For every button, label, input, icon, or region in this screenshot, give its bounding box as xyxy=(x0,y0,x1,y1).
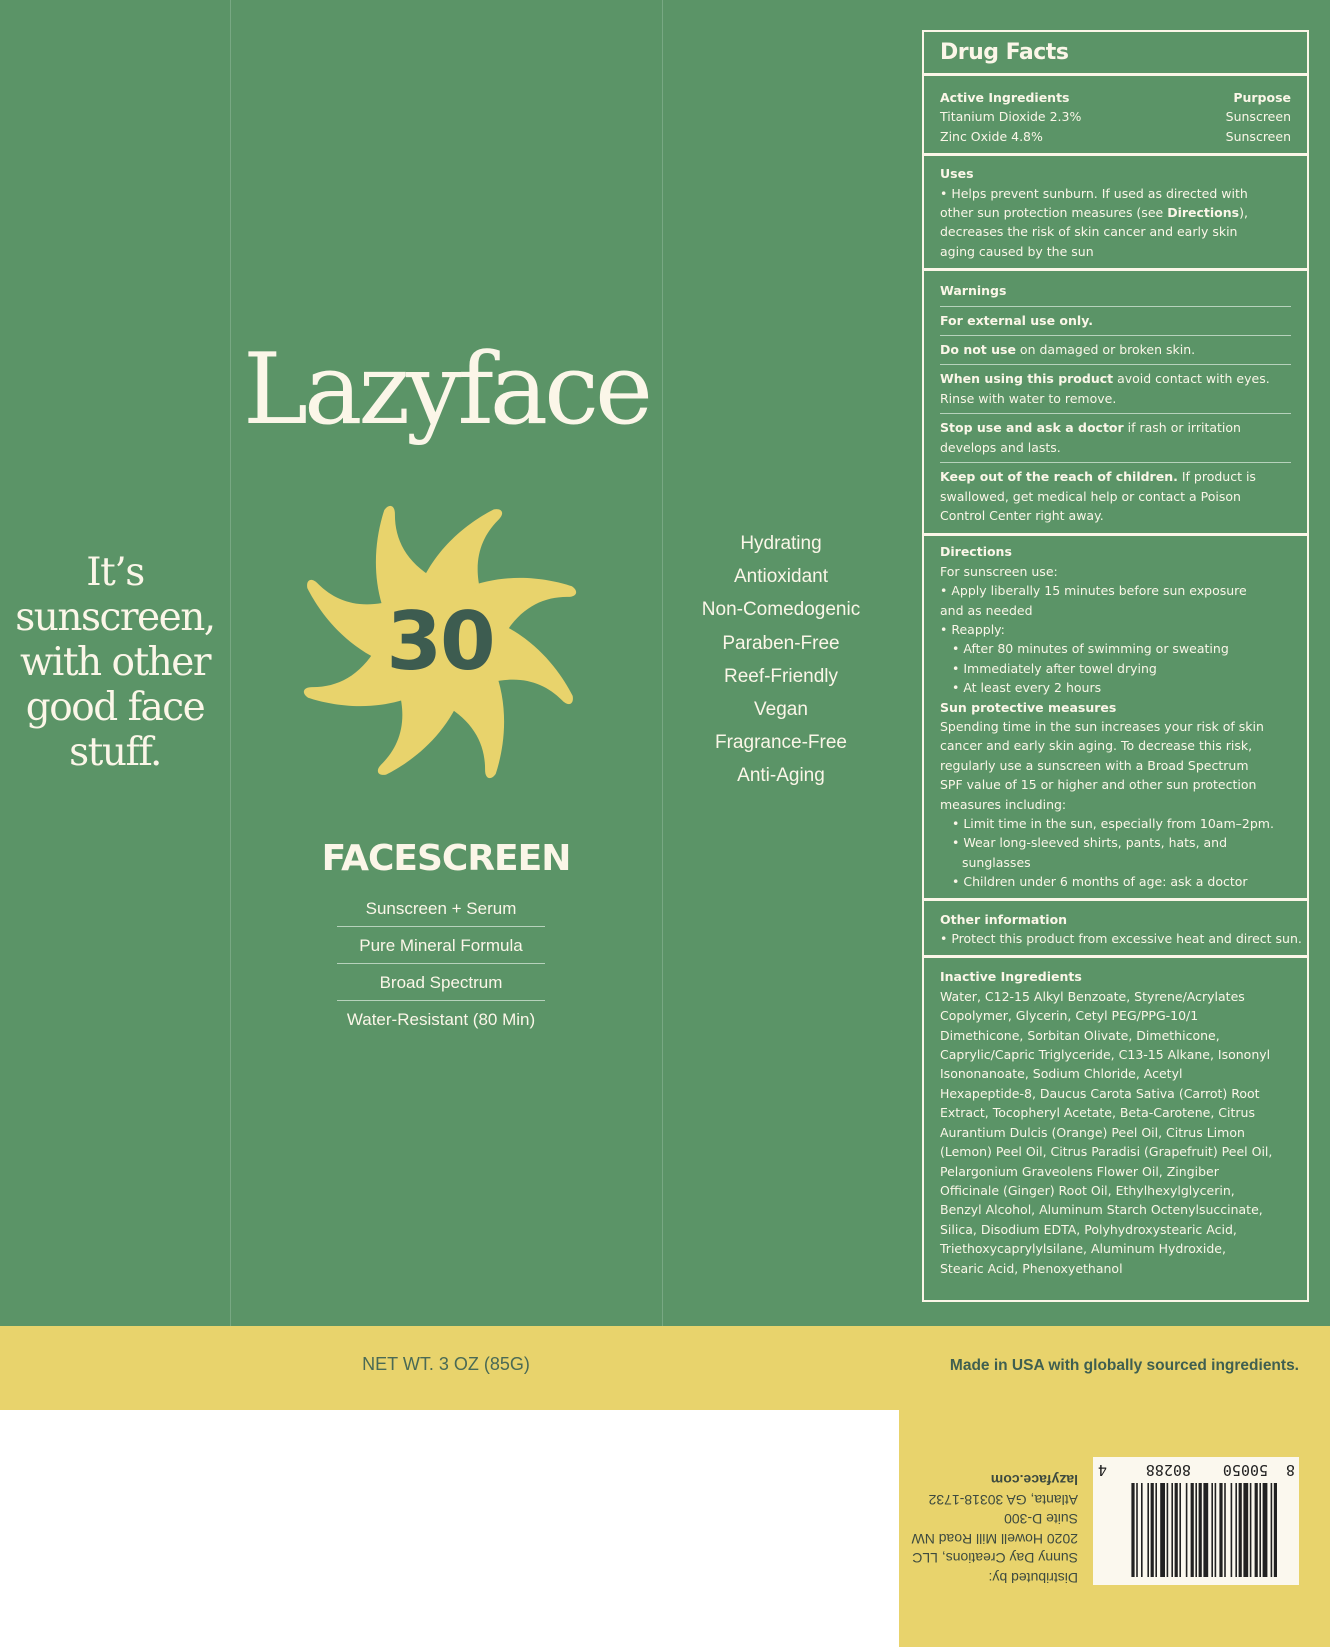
barcode-bar xyxy=(1211,1483,1213,1577)
sun-measure-item: sunglasses xyxy=(962,854,1031,870)
sun-text-line: cancer and early skin aging. To decrease this risk, xyxy=(940,738,1253,754)
directions-section xyxy=(924,536,1307,900)
distributor-city: Atlanta, GA 30318-1732 xyxy=(928,1492,1078,1508)
drug-facts-panel xyxy=(922,30,1309,1302)
claims-list xyxy=(662,527,900,793)
made-in-usa: Made in USA with globally sourced ingredients. xyxy=(949,1357,1299,1374)
claim-item: Non-Comedogenic xyxy=(701,599,861,621)
feature-item: Broad Spectrum xyxy=(337,964,545,1001)
barcode-digit: 8 xyxy=(1285,1461,1295,1479)
barcode-digit-group: 50050 xyxy=(1222,1461,1268,1479)
sun-text-line: regularly use a sunscreen with a Broad Spectrum xyxy=(940,757,1249,773)
barcode-digit-group: 80288 xyxy=(1145,1461,1191,1479)
sun-text-line: Spending time in the sun increases your risk of skin xyxy=(940,718,1264,734)
inactive-line: Triethoxycaprylylsilane, Aluminum Hydroxide, xyxy=(940,1241,1226,1257)
claim-item: Hydrating xyxy=(740,533,822,554)
distributor-company: Sunny Day Creations, LLC xyxy=(912,1550,1078,1567)
inactive-line: (Lemon) Peel Oil, Citrus Paradisi (Grapefruit) Peel Oil, xyxy=(940,1144,1273,1160)
uses-heading: Uses xyxy=(940,166,974,182)
inactive-line: Aurantium Dulcis (Orange) Peel Oil, Citrus Limon xyxy=(940,1124,1245,1140)
inactive-line: Isononanoate, Sodium Chloride, Acetyl xyxy=(940,1066,1183,1082)
feature-item: Water-Resistant (80 Min) xyxy=(346,1010,536,1029)
sun-text-line: measures including: xyxy=(940,796,1067,812)
inactive-ingredients-section xyxy=(924,958,1307,1278)
active-ingredient-purpose: Sunscreen xyxy=(1225,109,1291,125)
sun-measure-item: • Children under 6 months of age: ask a doctor xyxy=(952,874,1248,890)
claim-item: Fragrance-Free xyxy=(715,732,847,754)
warning-when-using: When using this product avoid contact with eyes. Rinse with water to remove. xyxy=(940,365,1291,414)
drug-facts-title: Drug Facts xyxy=(924,32,1307,76)
claim-item: Antioxidant xyxy=(733,566,828,588)
product-name: FACESCREEN xyxy=(321,838,571,879)
purpose-heading: Purpose xyxy=(1233,90,1291,105)
reapply-item: • Immediately after towel drying xyxy=(952,660,1157,676)
inactive-line: Officinale (Ginger) Root Oil, Ethylhexylglycerin, xyxy=(940,1182,1235,1198)
tagline xyxy=(0,550,230,775)
inactive-line: Stearic Acid, Phenoxyethanol xyxy=(940,1260,1123,1276)
barcode-bar xyxy=(1151,1483,1154,1577)
barcode-bar xyxy=(1141,1483,1143,1577)
inactive-line: Pelargonium Graveolens Flower Oil, Zingiber xyxy=(940,1163,1219,1179)
barcode-bar xyxy=(1147,1483,1149,1577)
inactive-line: Copolymer, Glycerin, Cetyl PEG/PPG-10/1 xyxy=(940,1008,1199,1024)
inactive-ingredients-heading: Inactive Ingredients xyxy=(940,969,1082,985)
inactive-line: Extract, Tocopheryl Acetate, Beta-Carotene, Citrus xyxy=(940,1105,1255,1121)
barcode-bar xyxy=(1263,1483,1268,1577)
website-link[interactable]: lazyface.com xyxy=(990,1472,1078,1489)
sun-text-line: SPF value of 15 or higher and other sun protection xyxy=(940,777,1257,793)
other-information-section xyxy=(924,901,1307,959)
warning-stop-use: Stop use and ask a doctor if rash or irritation develops and lasts. xyxy=(940,414,1291,463)
uses-line: • Helps prevent sunburn. If used as directed with xyxy=(940,185,1248,201)
feature-item: Pure Mineral Formula xyxy=(337,927,545,964)
sun-icon xyxy=(290,492,590,792)
barcode-bar xyxy=(1136,1483,1138,1577)
barcode-bar xyxy=(1160,1483,1165,1577)
uses-line: other sun protection measures (see Directions), xyxy=(940,205,1248,221)
warning-do-not-use: Do not use on damaged or broken skin. xyxy=(940,336,1291,365)
active-ingredients-heading: Active Ingredients xyxy=(940,90,1070,105)
distributor-suite: Suite D-300 xyxy=(1004,1511,1078,1528)
inactive-line: Silica, Disodium EDTA, Polyhydroxystearic Acid, xyxy=(940,1221,1237,1237)
barcode-bar xyxy=(1155,1483,1157,1577)
spf-value: 30 xyxy=(386,595,494,688)
reapply-item: • At least every 2 hours xyxy=(952,680,1102,696)
inactive-line: Hexapeptide-8, Daucus Carota Sativa (Carrot) Root xyxy=(940,1085,1260,1101)
sun-measure-item: • Wear long-sleeved shirts, pants, hats, and xyxy=(952,835,1228,851)
barcode-bar xyxy=(1179,1483,1181,1577)
tagline-line: good face xyxy=(25,685,205,730)
claim-item: Anti-Aging xyxy=(737,765,825,787)
barcode-bar xyxy=(1131,1483,1134,1577)
barcode-bar xyxy=(1259,1483,1261,1577)
barcode-bar xyxy=(1195,1483,1197,1577)
inactive-line: Dimethicone, Sorbitan Olivate, Dimethicone, xyxy=(940,1027,1220,1043)
barcode xyxy=(1093,1457,1299,1585)
barcode-bar xyxy=(1215,1483,1217,1577)
barcode-bar xyxy=(1167,1483,1169,1577)
uses-section xyxy=(924,156,1307,271)
panel-fold-line xyxy=(230,0,231,1326)
distributor-info xyxy=(911,1470,1078,1587)
distributor-street: 2020 Howell Mill Road NW xyxy=(911,1531,1078,1547)
tagline-line: with other xyxy=(19,640,211,685)
directions-line: For sunscreen use: xyxy=(940,563,1058,579)
barcode-digit: 4 xyxy=(1097,1461,1107,1479)
barcode-bar xyxy=(1243,1483,1248,1577)
claim-item: Vegan xyxy=(754,698,808,720)
barcode-bar xyxy=(1219,1483,1222,1577)
tagline-line: It’s xyxy=(86,550,144,595)
net-weight: NET WT. 3 OZ (85G) xyxy=(362,1354,530,1374)
directions-line: • Reapply: xyxy=(940,621,1005,637)
claim-item: Paraben-Free xyxy=(722,632,840,654)
other-information-heading: Other information xyxy=(940,911,1068,927)
tagline-line: sunscreen, xyxy=(15,595,215,640)
inactive-line: Benzyl Alcohol, Aluminum Starch Octenylsuccinate, xyxy=(940,1202,1263,1218)
barcode-bar xyxy=(1274,1483,1277,1577)
directions-line: and as needed xyxy=(940,602,1033,618)
tagline-line: stuff. xyxy=(69,730,161,775)
active-ingredient-name: Titanium Dioxide 2.3% xyxy=(940,109,1082,125)
warnings-section xyxy=(924,271,1307,536)
barcode-bar xyxy=(1175,1483,1178,1577)
sun-protective-heading: Sun protective measures xyxy=(940,699,1117,715)
inactive-line: Water, C12-15 Alkyl Benzoate, Styrene/Acrylates xyxy=(940,988,1245,1004)
active-ingredient-name: Zinc Oxide 4.8% xyxy=(940,128,1043,144)
barcode-bar xyxy=(1250,1483,1252,1577)
inactive-line: Caprylic/Capric Triglyceride, C13-15 Alkane, Isononyl xyxy=(940,1047,1271,1063)
distributor-label: Distributed by: xyxy=(988,1570,1078,1586)
barcode-bar xyxy=(1186,1483,1188,1577)
claim-item: Reef-Friendly xyxy=(723,665,839,687)
warning-keep-out: Keep out of the reach of children. If product is swallowed, get medical help or contact a Poison Control Center right away. xyxy=(940,469,1256,523)
barcode-bar xyxy=(1203,1483,1208,1577)
warning-external: For external use only. xyxy=(940,307,1291,336)
barcode-bar xyxy=(1231,1483,1233,1577)
barcode-bar xyxy=(1199,1483,1202,1577)
warnings-heading: Warnings xyxy=(940,277,1291,306)
directions-heading: Directions xyxy=(940,544,1012,560)
sun-measure-item: • Limit time in the sun, especially from 10am–2pm. xyxy=(952,816,1274,831)
feature-list xyxy=(337,890,545,1038)
active-ingredients-section xyxy=(924,76,1307,156)
barcode-bars xyxy=(1093,1457,1299,1585)
barcode-bar xyxy=(1191,1483,1194,1577)
active-ingredient-purpose: Sunscreen xyxy=(1225,128,1291,144)
directions-line: • Apply liberally 15 minutes before sun exposure xyxy=(940,583,1247,599)
barcode-bar xyxy=(1171,1483,1173,1577)
barcode-bar xyxy=(1271,1483,1273,1577)
other-information-text: • Protect this product from excessive heat and direct sun. xyxy=(940,931,1302,947)
barcode-bar xyxy=(1239,1483,1242,1577)
barcode-bar xyxy=(1224,1483,1226,1577)
distributor-flap xyxy=(899,1410,1330,1647)
barcode-bar xyxy=(1235,1483,1237,1577)
reapply-item: • After 80 minutes of swimming or sweating xyxy=(952,641,1229,657)
uses-line: aging caused by the sun xyxy=(940,243,1094,259)
feature-item: Sunscreen + Serum xyxy=(337,890,545,927)
brand-logo: Lazyface xyxy=(242,333,650,447)
uses-line: decreases the risk of skin cancer and early skin xyxy=(940,224,1238,240)
barcode-bar xyxy=(1255,1483,1258,1577)
